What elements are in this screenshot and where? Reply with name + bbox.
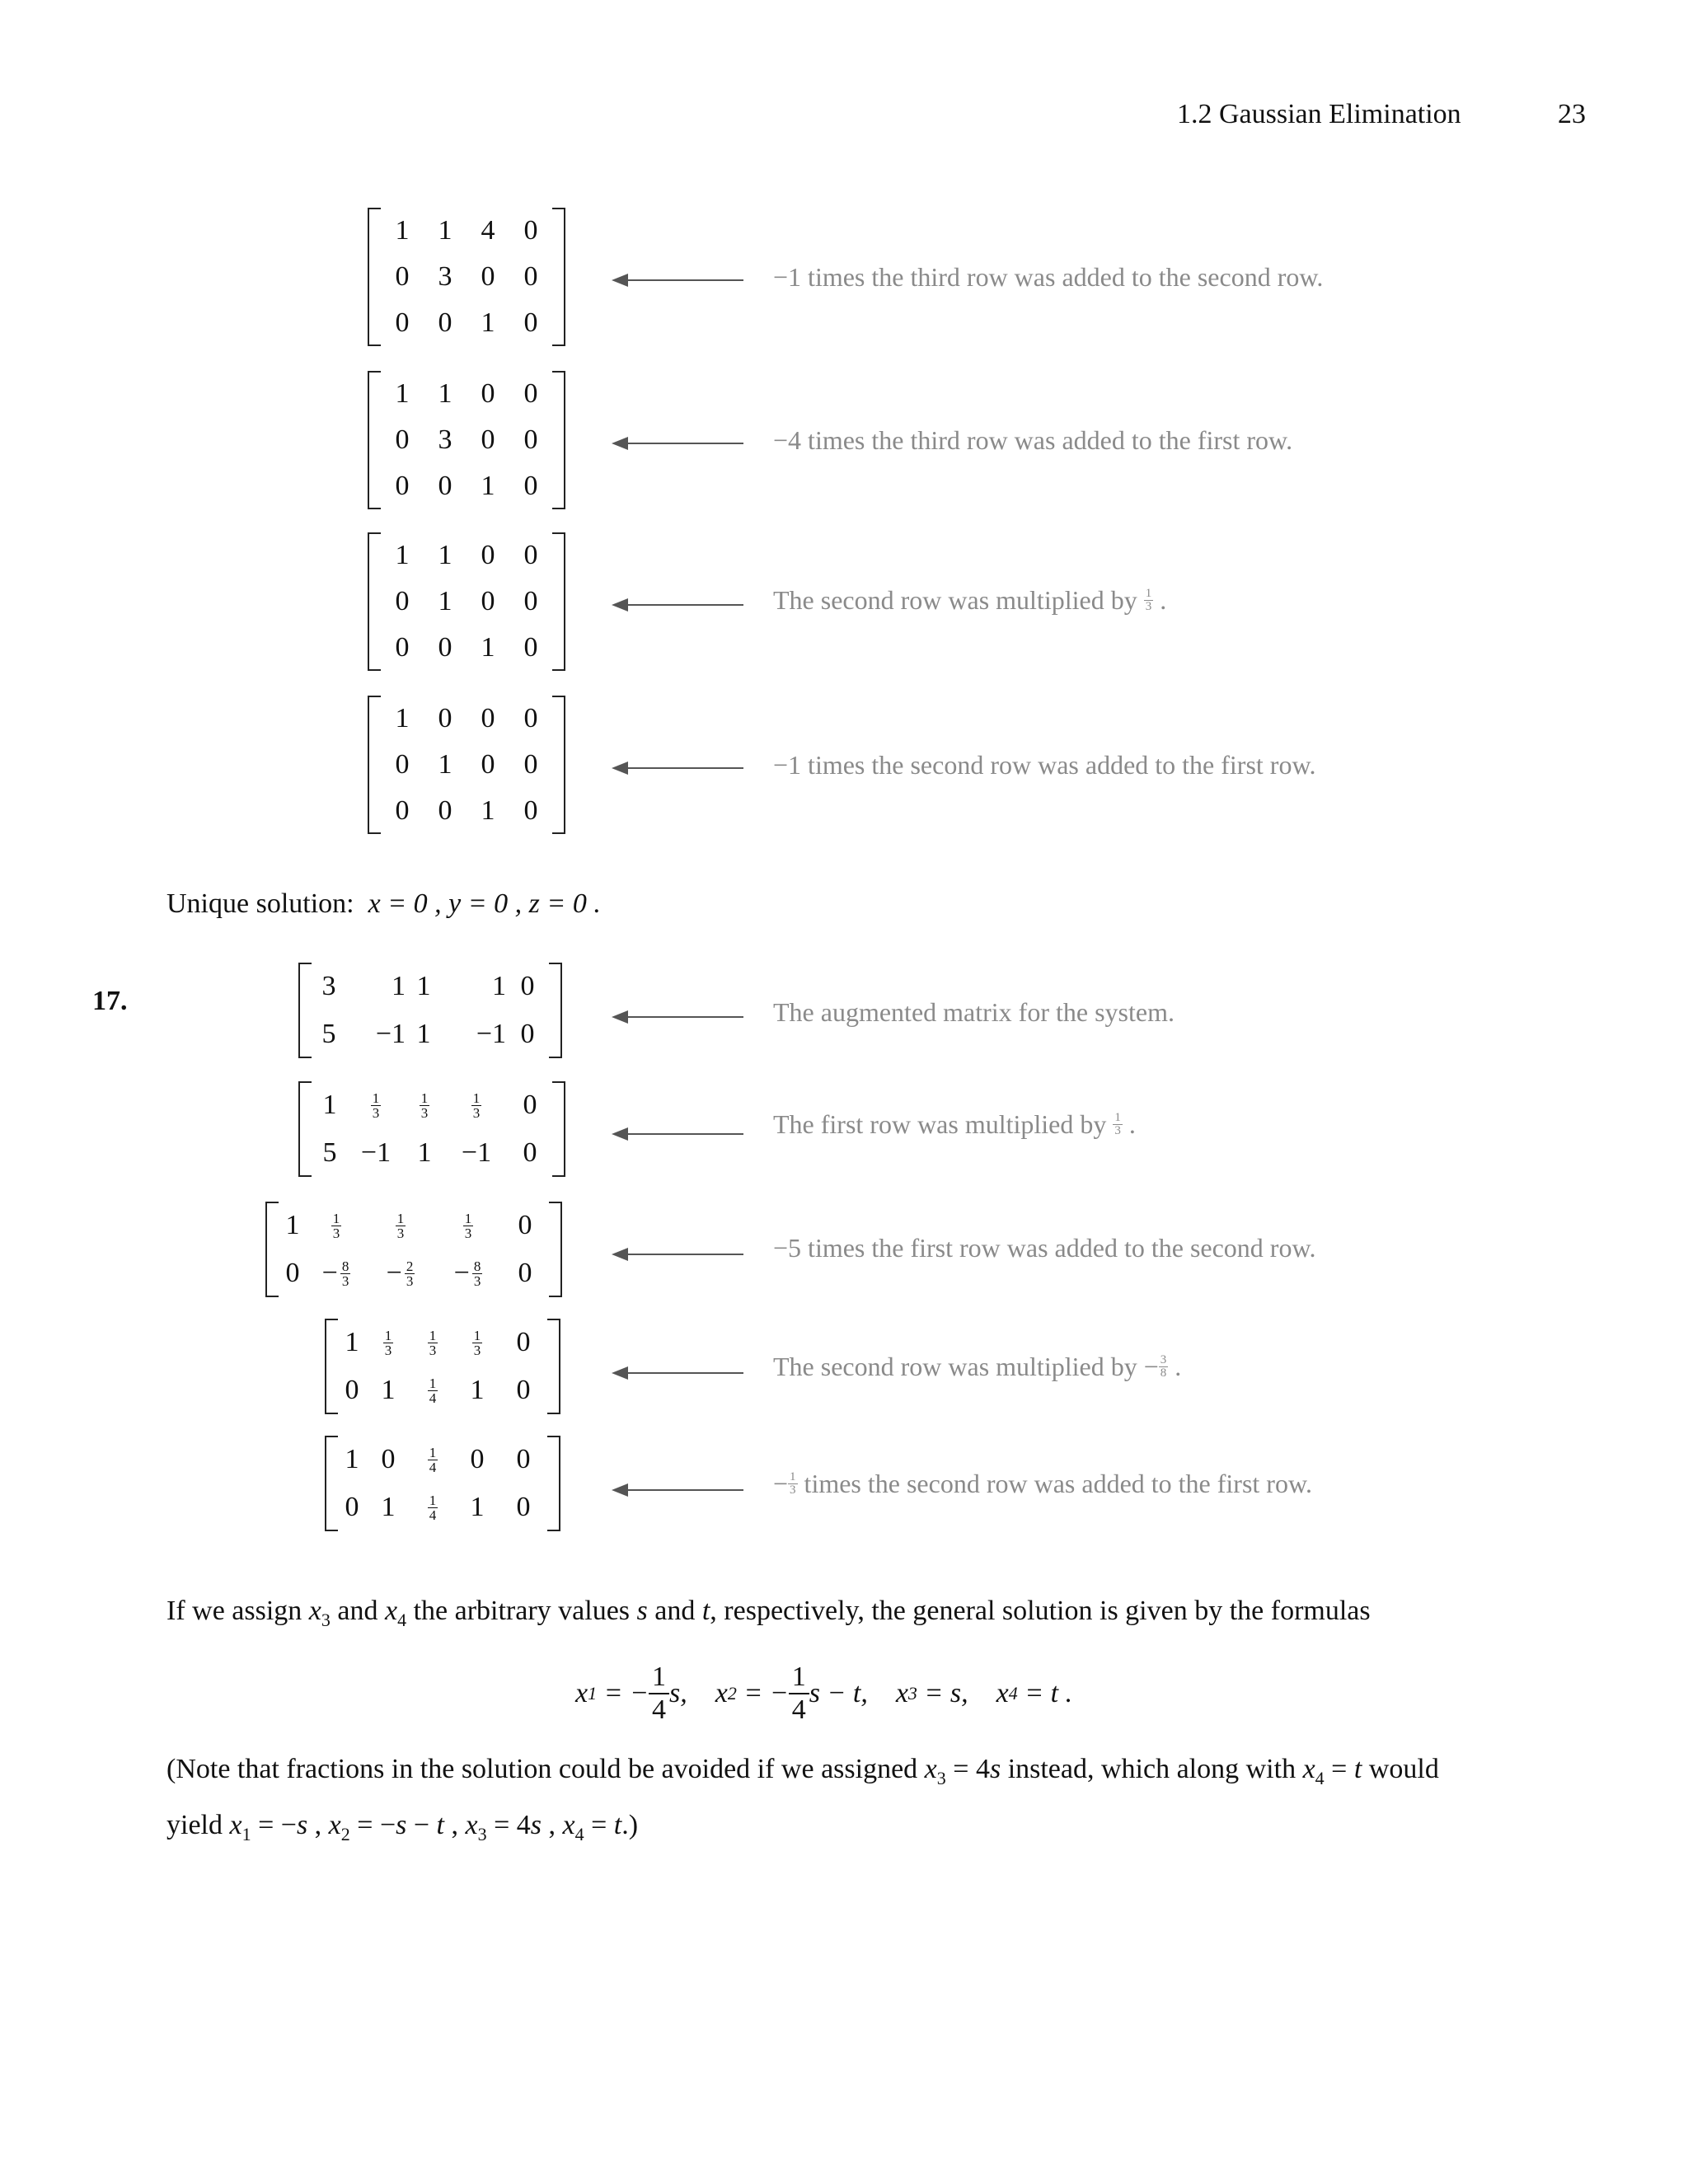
unique-solution: Unique solution: x = 0 , y = 0 , z = 0 . <box>166 888 601 919</box>
matrix-cell: 0 <box>395 307 410 338</box>
matrix-step-7: 1 $\frac{1}{3}$ $\frac{1}{3}$ $\frac{1}{3}$ 0 0 − $\frac{8}{3}$ − $\frac{2}{3}$ − $\frac{8}{3}$ 0 <box>265 1202 562 1297</box>
matrix-step-1 <box>368 208 565 346</box>
matrix-cell: 0 <box>395 471 410 501</box>
matrix-cell: 0 <box>481 586 495 616</box>
matrix-cell: 1 <box>438 586 452 616</box>
step-note-1: −1 times the third row was added to the second row. <box>773 262 1324 292</box>
matrix-step-9: 1 0 $\frac{1}{4}$ 0 0 0 1 $\frac{1}{4}$ 1 0 <box>325 1436 560 1531</box>
matrix-cell: 0 <box>481 261 495 292</box>
matrix-cell: 1 <box>481 307 495 338</box>
matrix-cell: 0 <box>523 632 538 663</box>
matrix-cell: 0 <box>523 261 538 292</box>
matrix-cell: 0 <box>523 307 538 338</box>
matrix-cell: 0 <box>438 632 452 663</box>
problem-number: 17. <box>92 986 128 1016</box>
matrix-cell: 1 <box>395 378 410 409</box>
matrix-cell: 4 <box>481 215 495 246</box>
matrix-cell: 0 <box>438 703 452 733</box>
matrix-cell: 0 <box>438 795 452 826</box>
matrix-cell: 1 <box>438 378 452 409</box>
matrix-cell: 1 <box>438 540 452 570</box>
matrix-cell: 0 <box>523 471 538 501</box>
matrix-cell: 0 <box>523 795 538 826</box>
matrix-cell: 0 <box>438 307 452 338</box>
matrix-cell: 1 <box>395 215 410 246</box>
matrix-cell: 0 <box>395 749 410 780</box>
arrow-icon <box>612 597 743 613</box>
step-note-8: The second row was multiplied by − $\frac{3}{8}$ . <box>773 1352 1182 1381</box>
step-note-9: − $\frac{1}{3}$ times the second row was added to the first row. <box>773 1469 1312 1498</box>
matrix-cell: 0 <box>395 795 410 826</box>
arrow-icon <box>612 1126 743 1142</box>
matrix-cell: 0 <box>523 749 538 780</box>
matrix-cell: 0 <box>395 586 410 616</box>
matrix-cell: 0 <box>523 424 538 455</box>
matrix-cell: 1 <box>481 795 495 826</box>
step-note-7: −5 times the first row was added to the second row. <box>773 1233 1316 1263</box>
matrix-cell: 0 <box>523 540 538 570</box>
matrix-step-2 <box>368 371 565 509</box>
matrix-step-3 <box>368 532 565 671</box>
step-note-3: The second row was multiplied by $\frac{1}{3}$ . <box>773 585 1167 615</box>
matrix-cell: 1 <box>395 540 410 570</box>
matrix-cell: 0 <box>523 378 538 409</box>
matrix-cell: 0 <box>523 703 538 733</box>
arrow-icon <box>612 1482 743 1498</box>
matrix-cell: 0 <box>481 749 495 780</box>
matrix-cell: 0 <box>481 378 495 409</box>
matrix-step-6: 1 $\frac{1}{3}$ $\frac{1}{3}$ $\frac{1}{3}$ 0 5 −1 1 −1 0 <box>298 1081 565 1177</box>
matrix-cell: 1 <box>481 471 495 501</box>
matrix-cell: 0 <box>395 261 410 292</box>
arrow-icon <box>612 1246 743 1263</box>
matrix-step-8: 1 $\frac{1}{3}$ $\frac{1}{3}$ $\frac{1}{3}$ 0 0 1 $\frac{1}{4}$ 1 0 <box>325 1319 560 1414</box>
matrix-step-4 <box>368 696 565 834</box>
matrix-cell: 0 <box>481 703 495 733</box>
matrix-cell: 1 <box>481 632 495 663</box>
matrix-cell: 0 <box>438 471 452 501</box>
matrix-augmented: 3 1 1 1 0 5 −1 1 −1 0 <box>298 963 562 1058</box>
arrow-icon <box>612 760 743 776</box>
matrix-cell: 3 <box>438 424 452 455</box>
page-number: 23 <box>1558 99 1586 129</box>
arrow-icon <box>612 272 743 288</box>
step-note-5: The augmented matrix for the system. <box>773 997 1175 1027</box>
arrow-icon <box>612 435 743 452</box>
arrow-icon <box>612 1009 743 1025</box>
running-header-section: 1.2 Gaussian Elimination <box>1177 99 1461 129</box>
matrix-cell: 0 <box>395 424 410 455</box>
matrix-cell: 3 <box>438 261 452 292</box>
matrix-cell: 1 <box>438 749 452 780</box>
matrix-cell: 1 <box>395 703 410 733</box>
step-note-2: −4 times the third row was added to the first row. <box>773 425 1293 455</box>
matrix-cell: 0 <box>481 424 495 455</box>
note-line-1: (Note that fractions in the solution could be avoided if we assigned $x_3 = 4s$ instead, which along with $x_4 = t$ would <box>166 1754 1439 1788</box>
matrix-cell: 1 <box>438 215 452 246</box>
note-line-2: yield $x_1 = -s$ , $x_2 = -s - t$ , $x_3 = 4s$ , $x_4 = t$.) <box>166 1810 639 1844</box>
step-note-4: −1 times the second row was added to the first row. <box>773 750 1316 780</box>
general-solution-intro: If we assign $x_3$ and $x_4$ the arbitrary values s and t, respectively, the general solution is given by the formulas <box>166 1596 1371 1630</box>
matrix-cell: 0 <box>481 540 495 570</box>
matrix-cell: 0 <box>395 632 410 663</box>
step-note-6: The first row was multiplied by $\frac{1}{3}$ . <box>773 1109 1136 1139</box>
arrow-icon <box>612 1365 743 1381</box>
matrix-cell: 0 <box>523 215 538 246</box>
general-solution-formula: x 1 = − $\frac{1}{4}$ s, x 2 = − $\frac{1}{4}$ s − t, x 3 = s, x 4 = t . <box>575 1661 1073 1725</box>
matrix-cell: 0 <box>523 586 538 616</box>
